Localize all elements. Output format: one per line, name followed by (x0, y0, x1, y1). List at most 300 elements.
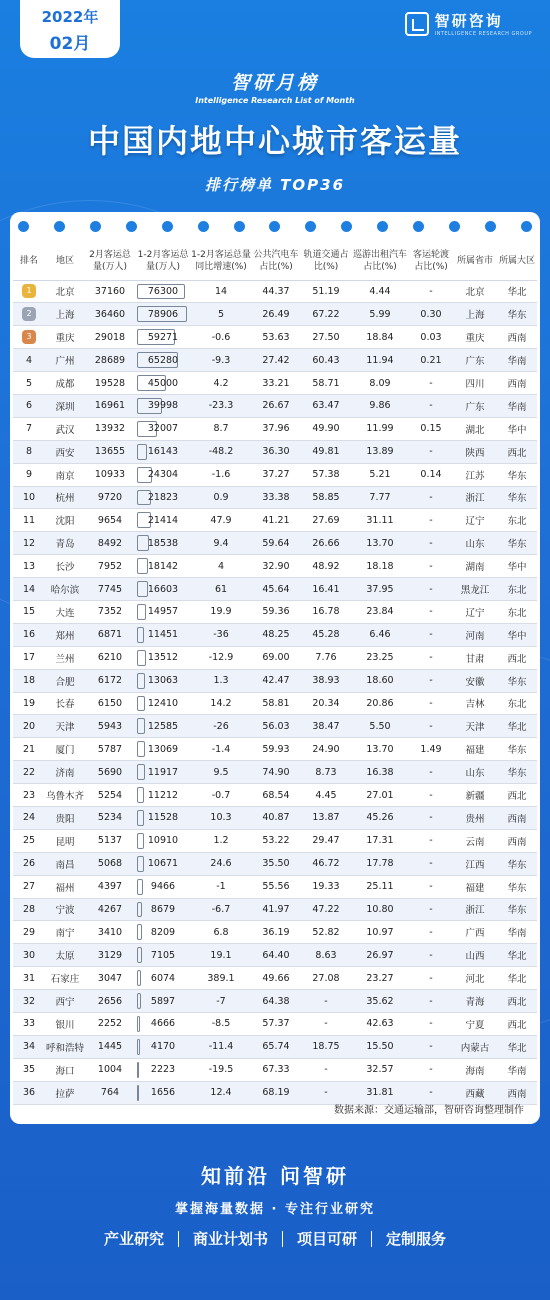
cell-feb: 7745 (85, 578, 135, 601)
cell-ferry: - (409, 692, 453, 715)
cell-rail: 57.38 (301, 463, 351, 486)
table-row (13, 967, 537, 990)
table-row (13, 623, 537, 646)
cell-ytd (135, 463, 191, 486)
ytd-value: 13063 (147, 675, 179, 687)
cell-ferry: - (409, 990, 453, 1013)
cell-ferry: - (409, 532, 453, 555)
cell-feb: 5943 (85, 715, 135, 738)
ytd-value: 12410 (147, 697, 179, 709)
cell-bus: 59.36 (251, 600, 301, 623)
cell-ferry: - (409, 1013, 453, 1036)
cell-taxi: 4.44 (351, 280, 409, 303)
cell-rail: 60.43 (301, 349, 351, 372)
cell-ytd (135, 578, 191, 601)
cell-taxi: 13.89 (351, 440, 409, 463)
cell-rank: 20 (13, 715, 45, 738)
cell-ytd (135, 806, 191, 829)
cell-ytd (135, 944, 191, 967)
cell-rank: 35 (13, 1058, 45, 1081)
cell-city: 济南 (45, 761, 85, 784)
cell-prov: 宁夏 (453, 1013, 497, 1036)
ytd-bar (137, 1039, 140, 1055)
ytd-value: 21414 (147, 514, 179, 526)
cell-feb: 5690 (85, 761, 135, 784)
title-cn: 智研月榜 (230, 72, 319, 94)
ytd-value: 10910 (147, 835, 179, 847)
table-row (13, 738, 537, 761)
cell-feb: 1445 (85, 1035, 135, 1058)
cell-ytd (135, 852, 191, 875)
cell-rank: 29 (13, 921, 45, 944)
cell-ytd (135, 692, 191, 715)
cell-city: 合肥 (45, 669, 85, 692)
cell-rank: 7 (13, 417, 45, 440)
cell-bus: 58.81 (251, 692, 301, 715)
cell-taxi: 18.18 (351, 555, 409, 578)
brand-logo (405, 10, 532, 37)
cell-city: 呼和浩特 (45, 1035, 85, 1058)
date-badge (20, 0, 120, 58)
cell-city: 兰州 (45, 646, 85, 669)
cell-feb: 5787 (85, 738, 135, 761)
data-source: 数据来源：交通运输部，智研咨询整理制作 (334, 1105, 524, 1116)
cell-prov: 海南 (453, 1058, 497, 1081)
cell-prov: 广西 (453, 921, 497, 944)
cell-bus: 41.21 (251, 509, 301, 532)
cell-prov: 重庆 (453, 326, 497, 349)
cell-rail: 8.63 (301, 944, 351, 967)
cell-bus: 64.40 (251, 944, 301, 967)
cell-ferry: - (409, 280, 453, 303)
cell-region: 华北 (497, 715, 537, 738)
cell-growth: 6.8 (191, 921, 251, 944)
cell-taxi: 17.31 (351, 829, 409, 852)
cell-growth: 19.9 (191, 600, 251, 623)
cell-rank: 5 (13, 372, 45, 395)
cell-prov: 上海 (453, 303, 497, 326)
cell-rail: 38.47 (301, 715, 351, 738)
page-subtitle: 排行榜单 TOP36 (204, 176, 346, 194)
cell-growth: 4 (191, 555, 251, 578)
cell-bus: 65.74 (251, 1035, 301, 1058)
service-item: 商业计划书 (192, 1230, 268, 1248)
slogan-sub: 掌握海量数据 · 专注行业研究 (175, 1202, 375, 1217)
cell-rank: 36 (13, 1081, 45, 1104)
cell-growth: -1.6 (191, 463, 251, 486)
cell-rail: 47.22 (301, 898, 351, 921)
cell-bus: 49.66 (251, 967, 301, 990)
cell-prov: 福建 (453, 738, 497, 761)
ytd-bar (137, 810, 144, 826)
cell-ferry: - (409, 555, 453, 578)
cell-ytd (135, 646, 191, 669)
cell-prov: 广东 (453, 394, 497, 417)
ytd-value: 11917 (147, 766, 179, 778)
cell-prov: 安徽 (453, 669, 497, 692)
cell-ytd (135, 990, 191, 1013)
cell-feb: 10933 (85, 463, 135, 486)
column-header: 地区 (45, 242, 85, 280)
cell-bus: 68.54 (251, 784, 301, 807)
ytd-bar (137, 993, 141, 1009)
cell-ferry: 0.21 (409, 349, 453, 372)
cell-prov: 广东 (453, 349, 497, 372)
cell-city: 南昌 (45, 852, 85, 875)
table-row (13, 1035, 537, 1058)
column-header: 巡游出租汽车占比(%) (351, 242, 409, 280)
cell-taxi: 5.99 (351, 303, 409, 326)
ytd-value: 39998 (147, 400, 179, 412)
cell-prov: 陕西 (453, 440, 497, 463)
cell-region: 华南 (497, 1058, 537, 1081)
cell-prov: 辽宁 (453, 600, 497, 623)
cell-taxi: 10.80 (351, 898, 409, 921)
cell-city: 上海 (45, 303, 85, 326)
cell-ytd (135, 509, 191, 532)
cell-prov: 山东 (453, 532, 497, 555)
medal-icon: 2 (22, 307, 36, 321)
cell-feb: 6150 (85, 692, 135, 715)
ytd-value: 9466 (150, 881, 176, 893)
cell-prov: 黑龙江 (453, 578, 497, 601)
cell-bus: 45.64 (251, 578, 301, 601)
cell-city: 西安 (45, 440, 85, 463)
cell-bus: 55.56 (251, 875, 301, 898)
ytd-value: 6074 (150, 972, 176, 984)
table-row (13, 326, 537, 349)
table-row (13, 829, 537, 852)
cell-feb: 5254 (85, 784, 135, 807)
table-row (13, 463, 537, 486)
ytd-value: 18538 (147, 537, 179, 549)
cell-taxi: 25.11 (351, 875, 409, 898)
service-item: 定制服务 (386, 1230, 447, 1248)
cell-rail: 27.50 (301, 326, 351, 349)
cell-region: 华东 (497, 463, 537, 486)
cell-prov: 浙江 (453, 898, 497, 921)
cell-feb: 1004 (85, 1058, 135, 1081)
cell-prov: 湖北 (453, 417, 497, 440)
ytd-bar (137, 970, 141, 986)
ytd-bar (137, 741, 145, 757)
table-row (13, 875, 537, 898)
cell-bus: 32.90 (251, 555, 301, 578)
cell-ytd (135, 715, 191, 738)
cell-growth: 19.1 (191, 944, 251, 967)
cell-ferry: 0.03 (409, 326, 453, 349)
table-row (13, 852, 537, 875)
cell-rail: - (301, 1058, 351, 1081)
cell-rail: 4.45 (301, 784, 351, 807)
cell-region: 西南 (497, 1081, 537, 1104)
cell-region: 华东 (497, 303, 537, 326)
ytd-bar (137, 856, 144, 872)
cell-prov: 山东 (453, 761, 497, 784)
cell-growth: 8.7 (191, 417, 251, 440)
cell-feb: 764 (85, 1081, 135, 1104)
table-row (13, 349, 537, 372)
medal-icon: 3 (22, 330, 36, 344)
cell-rail: 51.19 (301, 280, 351, 303)
cell-ferry: - (409, 898, 453, 921)
cell-city: 武汉 (45, 417, 85, 440)
cell-ferry: - (409, 1081, 453, 1104)
cell-region: 华东 (497, 486, 537, 509)
cell-taxi: 13.70 (351, 532, 409, 555)
cell-region: 华南 (497, 921, 537, 944)
cell-ytd (135, 1013, 191, 1036)
cell-growth: 24.6 (191, 852, 251, 875)
cell-bus: 33.38 (251, 486, 301, 509)
cell-rank: 24 (13, 806, 45, 829)
cell-region: 西南 (497, 806, 537, 829)
ytd-value: 13069 (147, 743, 179, 755)
cell-region: 华东 (497, 738, 537, 761)
cell-rank: 4 (13, 349, 45, 372)
cell-taxi: 27.01 (351, 784, 409, 807)
cell-growth: 0.9 (191, 486, 251, 509)
cell-rail: 19.33 (301, 875, 351, 898)
cell-rail: 27.08 (301, 967, 351, 990)
cell-rail: 13.87 (301, 806, 351, 829)
table-row (13, 509, 537, 532)
cell-growth: 47.9 (191, 509, 251, 532)
cell-prov: 湖南 (453, 555, 497, 578)
cell-region: 华北 (497, 1035, 537, 1058)
cell-bus: 37.27 (251, 463, 301, 486)
column-header: 1-2月客运总量(万人) (135, 242, 191, 280)
table-row (13, 555, 537, 578)
medal-icon: 1 (22, 284, 36, 298)
cell-growth: -36 (191, 623, 251, 646)
service-item: 产业研究 (103, 1230, 164, 1248)
cell-ytd (135, 784, 191, 807)
cell-ytd (135, 280, 191, 303)
cell-city: 青岛 (45, 532, 85, 555)
cell-prov: 天津 (453, 715, 497, 738)
ytd-value: 7105 (150, 949, 176, 961)
cell-ferry: - (409, 623, 453, 646)
cell-growth: -1.4 (191, 738, 251, 761)
ytd-bar (137, 558, 148, 574)
cell-rail: 29.47 (301, 829, 351, 852)
table-row (13, 784, 537, 807)
cell-ytd (135, 829, 191, 852)
column-header: 公共汽电车占比(%) (251, 242, 301, 280)
cell-prov: 贵州 (453, 806, 497, 829)
cell-prov: 北京 (453, 280, 497, 303)
table-row (13, 646, 537, 669)
cell-bus: 36.30 (251, 440, 301, 463)
cell-prov: 辽宁 (453, 509, 497, 532)
cell-region: 西北 (497, 784, 537, 807)
ytd-value: 13512 (147, 652, 179, 664)
cell-rank (13, 326, 45, 349)
table-row (13, 578, 537, 601)
ranking-card (10, 212, 540, 1124)
cell-bus: 67.33 (251, 1058, 301, 1081)
cell-rank: 32 (13, 990, 45, 1013)
ytd-bar (137, 444, 147, 460)
cell-feb: 9720 (85, 486, 135, 509)
cell-rank: 27 (13, 875, 45, 898)
cell-taxi: 32.57 (351, 1058, 409, 1081)
table-row (13, 532, 537, 555)
cell-region: 东北 (497, 692, 537, 715)
ytd-bar (137, 604, 146, 620)
cell-rank: 13 (13, 555, 45, 578)
cell-region: 华东 (497, 852, 537, 875)
cell-growth: -48.2 (191, 440, 251, 463)
cell-growth: -19.5 (191, 1058, 251, 1081)
cell-ytd (135, 600, 191, 623)
table-body (13, 280, 537, 1104)
cell-ytd (135, 967, 191, 990)
ytd-value: 65280 (147, 354, 179, 366)
cell-growth: -8.5 (191, 1013, 251, 1036)
cell-rank: 30 (13, 944, 45, 967)
cell-feb: 5234 (85, 806, 135, 829)
table-row (13, 394, 537, 417)
cell-region: 东北 (497, 600, 537, 623)
cell-feb: 6871 (85, 623, 135, 646)
cell-taxi: 5.21 (351, 463, 409, 486)
cell-rank: 31 (13, 967, 45, 990)
cell-feb: 37160 (85, 280, 135, 303)
cell-ferry: - (409, 1035, 453, 1058)
cell-city: 重庆 (45, 326, 85, 349)
cell-ytd (135, 1058, 191, 1081)
cell-ferry: 1.49 (409, 738, 453, 761)
cell-prov: 云南 (453, 829, 497, 852)
cell-prov: 青海 (453, 990, 497, 1013)
cell-rank: 16 (13, 623, 45, 646)
services (0, 1228, 550, 1249)
cell-ytd (135, 532, 191, 555)
cell-rail: 20.34 (301, 692, 351, 715)
cell-rail: 8.73 (301, 761, 351, 784)
table-row (13, 692, 537, 715)
cell-taxi: 31.11 (351, 509, 409, 532)
table-row (13, 1013, 537, 1036)
ytd-value: 11451 (147, 629, 179, 641)
cell-ferry: - (409, 715, 453, 738)
cell-region: 华东 (497, 761, 537, 784)
cell-taxi: 10.97 (351, 921, 409, 944)
cell-ytd (135, 326, 191, 349)
cell-city: 西宁 (45, 990, 85, 1013)
cell-ferry: - (409, 578, 453, 601)
cell-region: 华北 (497, 967, 537, 990)
cell-ytd (135, 303, 191, 326)
cell-prov: 浙江 (453, 486, 497, 509)
ytd-value: 11528 (147, 812, 179, 824)
cell-city: 银川 (45, 1013, 85, 1036)
ytd-bar (137, 902, 142, 918)
cell-city: 南宁 (45, 921, 85, 944)
cell-bus: 64.38 (251, 990, 301, 1013)
cell-growth: -23.3 (191, 394, 251, 417)
cell-growth: 5 (191, 303, 251, 326)
ytd-bar (137, 673, 145, 689)
cell-rank: 17 (13, 646, 45, 669)
cell-city: 长沙 (45, 555, 85, 578)
cell-rank: 10 (13, 486, 45, 509)
cell-taxi: 8.09 (351, 372, 409, 395)
cell-bus: 42.47 (251, 669, 301, 692)
cell-ytd (135, 1035, 191, 1058)
title-en: Intelligence Research List of Month (195, 96, 355, 105)
cell-region: 西南 (497, 372, 537, 395)
cell-feb: 28689 (85, 349, 135, 372)
cell-bus: 27.42 (251, 349, 301, 372)
cell-ytd (135, 440, 191, 463)
ytd-bar (137, 947, 142, 963)
cell-ferry: - (409, 486, 453, 509)
cell-region: 东北 (497, 578, 537, 601)
table-row (13, 1058, 537, 1081)
cell-taxi: 23.84 (351, 600, 409, 623)
cell-prov: 河南 (453, 623, 497, 646)
ytd-value: 76300 (147, 285, 179, 297)
table-row (13, 944, 537, 967)
table-row (13, 898, 537, 921)
cell-rail: 52.82 (301, 921, 351, 944)
cell-prov: 吉林 (453, 692, 497, 715)
cell-ferry: - (409, 1058, 453, 1081)
cell-taxi: 9.86 (351, 394, 409, 417)
table-header (13, 242, 537, 280)
cell-region: 华东 (497, 669, 537, 692)
cell-taxi: 35.62 (351, 990, 409, 1013)
ytd-value: 12585 (147, 720, 179, 732)
cell-rank: 34 (13, 1035, 45, 1058)
cell-rank: 23 (13, 784, 45, 807)
cell-bus: 26.49 (251, 303, 301, 326)
cell-bus: 59.93 (251, 738, 301, 761)
cell-ytd (135, 486, 191, 509)
cell-feb: 5137 (85, 829, 135, 852)
cell-taxi: 26.97 (351, 944, 409, 967)
cell-rank: 9 (13, 463, 45, 486)
ytd-bar (137, 627, 144, 643)
cell-bus: 44.37 (251, 280, 301, 303)
cell-region: 西北 (497, 990, 537, 1013)
cell-growth: 14.2 (191, 692, 251, 715)
cell-ytd (135, 921, 191, 944)
table-row (13, 417, 537, 440)
cell-rail: 58.85 (301, 486, 351, 509)
ytd-bar (137, 1062, 139, 1078)
cell-city: 广州 (45, 349, 85, 372)
badge-month: 02月 (49, 34, 91, 54)
cell-feb: 6210 (85, 646, 135, 669)
cell-bus: 26.67 (251, 394, 301, 417)
cell-region: 华南 (497, 394, 537, 417)
cell-growth: 10.3 (191, 806, 251, 829)
ytd-value: 32007 (147, 423, 179, 435)
ytd-value: 5897 (150, 995, 176, 1007)
ytd-value: 24304 (147, 469, 179, 481)
cell-city: 沈阳 (45, 509, 85, 532)
cell-region: 华北 (497, 944, 537, 967)
table-row (13, 761, 537, 784)
cell-rail: 48.92 (301, 555, 351, 578)
ytd-value: 21823 (147, 491, 179, 503)
cell-rank: 6 (13, 394, 45, 417)
cell-bus: 37.96 (251, 417, 301, 440)
